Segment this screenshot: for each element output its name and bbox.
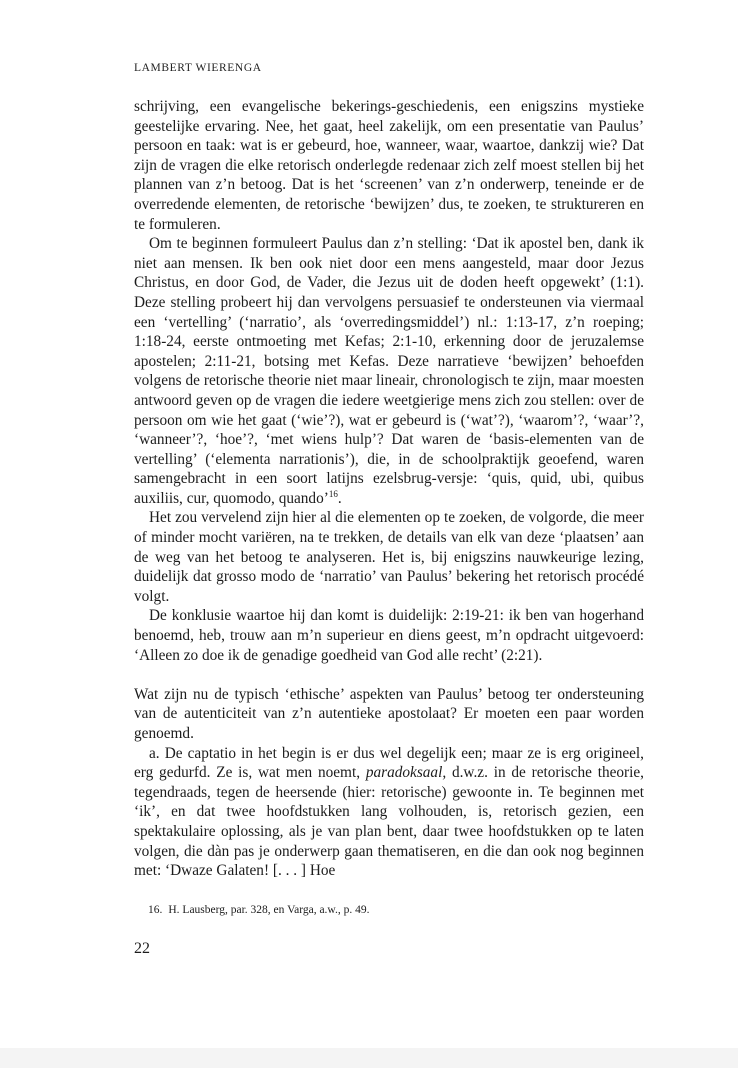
paragraph-ethical-aspects: Wat zijn nu de typisch ‘ethische’ aspekten van Paulus’ betoog ter ondersteuning van de autenticiteit van z’n autentieke apostolaat? Er moeten een paar worden genoemd. [134, 685, 644, 742]
paragraph-thesis [134, 234, 644, 508]
footnote [148, 903, 648, 918]
footnote-reference[interactable]: 16 [328, 488, 338, 499]
paragraph-text: a. De captatio in het begin is er dus wel degelijk een; maar ze is erg origineel, erg gedurfd. Ze is, wat men noemt, [134, 744, 644, 782]
running-head: LAMBERT WIERENGA [134, 62, 262, 74]
paragraph-continued: schrijving, een evangelische bekerings-geschiedenis, een enigszins mystieke geestelijke ervaring. Nee, het gaat, heel zakelijk, om een presentatie van Paulus’ persoon en taak: wat is er gebeurd, hoe, wanneer, waar, waartoe, dankzij wie? Dat zijn de vragen die elke retorisch onderlegde redenaar zich zelf moest stellen bij het plannen van z’n betoog. Dat is het ‘screenen’ van z’n onderwerp, teneinde er de overredende elementen, de retorische ‘bewijzen’ dus, te zoeken, te struktureren en te formuleren. [134, 98, 644, 233]
scan-edge-shade [0, 1048, 738, 1068]
paragraph-text: Om te beginnen formuleert Paulus dan z’n stelling: ‘Dat ik apostel ben, dank ik niet aan mensen. Ik ben ook niet door een mens aangesteld, maar door Jezus Christus, en door God, de Vader, die Jezus uit de doden heeft opgewekt’ (1:1). Deze stelling probeert hij dan vervolgens persuasief te ondersteunen via viermaal een ‘vertelling’ (‘narratio’, als ‘overredingsmiddel’) nl.: 1:13-17, z’n roeping; 1:18-24, eerste ontmoeting met Kefas; 2:1-10, erkenning door de jeruzalemse apostelen; 2:11-21, botsing met Kefas. Deze narratieve ‘bewijzen’ behoefden volgens de retorische theorie niet maar lineair, chronologisch te zijn, maar moesten antwoord geven op de vragen die iedere weetgierige mens zich zou stellen: over de persoon om wie het gaat (‘wie’?), wat er gebeurd is (‘wat’?), ‘waarom’?, ‘waar’?, ‘wanneer’?, ‘hoe’?, ‘met wiens hulp’? Dat waren de ‘basis-elementen van de vertelling’ (‘elementa narrationis’), die, in de schoolpraktijk geoefend, waren samengebracht in een soort latijns ezelsbrug-versje: ‘quis, quid, ubi, quibus auxiliis, cur, quomodo, quando’ [134, 235, 644, 507]
italic-term: paradoksaal, [365, 764, 447, 782]
paragraph-elements: Het zou vervelend zijn hier al die elementen op te zoeken, de volgorde, die meer of minder mocht variëren, na te trekken, de details van elk van deze ‘plaatsen’ aan de weg van het betoog te analyseren. Het is, bij enigszins nauwkeurige lezing, duidelijk dat grosso modo de ‘narratio’ van Paulus’ bekering het retorisch procédé volgt. [134, 509, 644, 605]
paragraph-conclusion: De konklusie waartoe hij dan komt is duidelijk: 2:19-21: ik ben van hogerhand benoemd, heb, trouw aan m’n superieur en diens geest, m’n opdracht uitgevoerd: ‘Alleen zo doe ik de genadige goedheid van God alle recht’ (2:21). [134, 607, 644, 664]
footnote-text: H. Lausberg, par. 328, en Varga, a.w., p. 49. [168, 904, 370, 916]
paragraph-text-continued: d.w.z. in de retorische theorie, tegendraads, tegen de heersende (hier: retorische) gewoonte in. Te beginnen met ‘ik’, en dat twee hoofdstukken lang volhouden, is, retorisch gezien, een spektakulaire oplossing, als je van plan bent, daar twee hoofdstukken op te laten volgen, die dàn pas je onderwerp gaan thematiseren, en die dan ook nog beginnen met: ‘Dwaze Galaten! [. . . ] Hoe [134, 764, 644, 880]
footnote-number: 16. [148, 904, 163, 916]
page-number: 22 [134, 940, 150, 957]
paragraph-tail: . [337, 489, 342, 507]
body-text [134, 97, 644, 881]
paragraph-captatio [134, 744, 644, 881]
